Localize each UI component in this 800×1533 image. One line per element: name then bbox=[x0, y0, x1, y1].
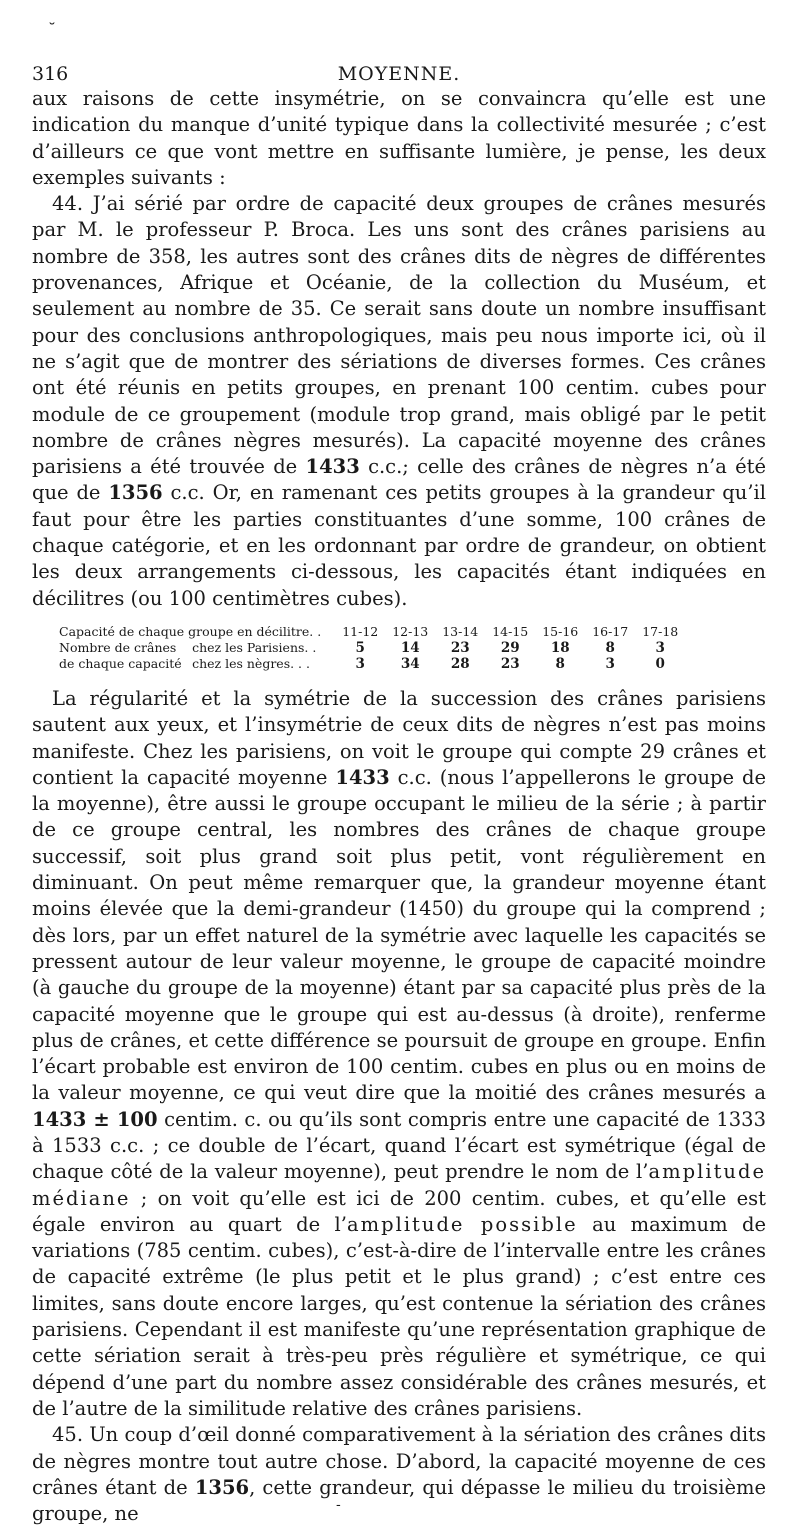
table-cell-parisiens: 18 bbox=[550, 639, 570, 656]
table-row-parisiens bbox=[56, 640, 685, 656]
table-cell-negres: 3 bbox=[605, 655, 615, 672]
running-title: MOYENNE. bbox=[337, 63, 461, 85]
table-cell-negres: 0 bbox=[655, 655, 665, 672]
table-cell-parisiens: 29 bbox=[500, 639, 520, 656]
table-cell-negres: 3 bbox=[355, 655, 365, 672]
paragraph-2-text-b: c.c. (nous l’appellerons le groupe de la moyenne), être aussi le groupe occupant le milieu de la série ; à partir de ce groupe central, les nombres des crânes de chaque groupe successif, soit plus grand soit plus petit, vont régulièrement en diminuant. On peut même remarquer que, la grandeur moyenne étant moins élevée que la demi-grandeur (1450) du groupe qui la comprend ; dès lors, par un effet naturel de la symétrie avec laquelle les capacités se pressent autour de leur valeur moyenne, le groupe de capacité moindre (à gauche du groupe de la moyenne) étant par sa capacité plus près de la capacité moyenne que le groupe qui est au-dessus (à droite), renferme plus de crânes, et cette différence se poursuit de groupe en groupe. Enfin l’écart probable est environ de 100 centim. cubes en plus ou en moins de la valeur moyenne, ce qui veut dire que la moitié des crânes mesurés a bbox=[32, 765, 767, 1105]
section-45 bbox=[32, 1422, 766, 1527]
table-cell-negres: 8 bbox=[555, 655, 565, 672]
table-cell-capacity: 14-15 bbox=[492, 623, 529, 639]
table-cell-capacity: 16-17 bbox=[592, 623, 629, 639]
paragraph-regularite bbox=[32, 686, 766, 1422]
table-label-parisiens: chez les Parisiens. . bbox=[192, 639, 317, 655]
table-cell-capacity: 15-16 bbox=[542, 623, 579, 639]
table-label-capacity: Capacité de chaque groupe en décilitre. . bbox=[59, 623, 322, 639]
paragraph-2-text-d: ; on voit qu’elle est ici de 200 centim. cubes, et qu’elle est égale environ au quart de l’ bbox=[32, 1186, 767, 1236]
capacity-table bbox=[56, 624, 685, 672]
bottom-mark: - bbox=[336, 1497, 341, 1513]
table-label-count-1: Nombre de crânes bbox=[59, 639, 177, 655]
section-44-value-2: 1356 bbox=[108, 481, 163, 505]
top-mark: ˘ bbox=[48, 20, 56, 39]
table-cell-capacity: 17-18 bbox=[642, 623, 679, 639]
table-row-capacity bbox=[56, 624, 685, 640]
section-44-number: 44. bbox=[52, 192, 84, 216]
page-body bbox=[32, 86, 766, 1527]
paragraph-2-value-2: 1433 ± 100 bbox=[32, 1107, 158, 1131]
paragraph-2-text-c: centim. c. ou qu’ils sont compris entre une capacité de 1333 à 1533 c.c. ; ce double de l’écart, quand l’écart est symétrique (égal de chaque côté de la valeur moyenne), peut prendre le nom de l’ bbox=[32, 1107, 766, 1184]
term-amplitude-possible: amplitude possible bbox=[346, 1212, 578, 1236]
table-cell-negres: 34 bbox=[400, 655, 420, 672]
table-cell-negres: 28 bbox=[450, 655, 470, 672]
table-label-count-2: de chaque capacité bbox=[59, 655, 182, 671]
paragraph-2-value-1: 1433 bbox=[335, 765, 390, 789]
section-44-value-1: 1433 bbox=[305, 455, 360, 479]
paragraph-intro-text: aux raisons de cette insymétrie, on se convaincra qu’elle est une indication du manque d’unité typique dans la collectivité mesurée ; c’est d’ailleurs ce que vont mettre en suffisante lumière, je pense, les deux exemples suivants : bbox=[32, 87, 766, 189]
table-label-negres: chez les nègres. . . bbox=[192, 655, 310, 671]
page-header bbox=[32, 62, 766, 86]
page-number: 316 bbox=[32, 63, 69, 85]
section-45-value-1: 1356 bbox=[194, 1475, 250, 1499]
section-45-text-b: , cette grandeur, qui dépasse le milieu du troisième groupe, ne bbox=[32, 1475, 767, 1526]
section-44-text-b: c.c.; celle des crânes de nègres n’a été que de bbox=[32, 455, 767, 505]
table-cell-capacity: 13-14 bbox=[442, 623, 479, 639]
table-cell-parisiens: 5 bbox=[355, 639, 365, 656]
table-cell-parisiens: 8 bbox=[605, 639, 615, 656]
section-44-text-c: c.c. Or, en ramenant ces petits groupes à la grandeur qu’il faut pour être les parties constituantes d’une somme, 100 crânes de chaque catégorie, et en les ordonnant par ordre de grandeur, on obtient les deux arrangements ci-dessous, les capacités étant indiquées en décilitres (ou 100 centimètres cubes). bbox=[32, 481, 767, 610]
section-45-text-a: Un coup d’œil donné comparativement à la sériation des crânes dits de nègres montre tout autre chose. D’abord, la capacité moyenne de ces crânes étant de bbox=[32, 1423, 766, 1499]
table-cell-capacity: 12-13 bbox=[392, 623, 429, 639]
table-cell-parisiens: 3 bbox=[655, 639, 665, 656]
paragraph-intro bbox=[32, 86, 766, 191]
table-cell-parisiens: 14 bbox=[400, 639, 420, 656]
table-cell-capacity: 11-12 bbox=[342, 623, 379, 639]
paragraph-2-text-e: au maximum de variations (785 centim. cubes), c’est-à-dire de l’intervalle entre les crânes de capacité extrême (le plus petit et le plus grand) ; c’est entre ces limites, sans doute encore larges, qu’est contenue la sériation des crânes parisiens. Cependant il est manifeste qu’une représentation graphique de cette sériation serait à très-peu près régulière et symétrique, ce qui dépend d’une part du nombre assez considérable des crânes mesurés, et de l’autre de la similitude relative des crânes parisiens. bbox=[32, 1212, 767, 1420]
section-45-number: 45. bbox=[52, 1423, 84, 1447]
table-cell-negres: 23 bbox=[500, 655, 520, 672]
table-cell-parisiens: 23 bbox=[450, 639, 470, 656]
paragraph-2-text-a: La régularité et la symétrie de la succession des crânes parisiens sautent aux yeux, et l’insymétrie de ceux dits de nègres n’est pas moins manifeste. Chez les parisiens, on voit le groupe qui compte 29 crânes et contient la capacité moyenne bbox=[32, 686, 766, 789]
table-row-negres bbox=[56, 656, 685, 672]
section-44 bbox=[32, 191, 766, 612]
section-44-text-a: J’ai sérié par ordre de capacité deux groupes de crânes mesurés par M. le professeur P. Broca. Les uns sont des crânes parisiens au nombre de 358, les autres sont des crânes dits de nègres de différentes provenances, Afrique et Océanie, de la collection du Muséum, et seulement au nombre de 35. Ce serait sans doute un nombre insuffisant pour des conclusions anthropologiques, mais peu nous importe ici, où il ne s’agit que de montrer des sériations de diverses formes. Ces crânes ont été réunis en petits groupes, en prenant 100 centim. cubes pour module de ce groupement (module trop grand, mais obligé par le petit nombre de crânes nègres mesurés). La capacité moyenne des crânes parisiens a été trouvée de bbox=[32, 192, 767, 479]
term-amplitude-mediane: amplitude médiane bbox=[32, 1160, 766, 1210]
